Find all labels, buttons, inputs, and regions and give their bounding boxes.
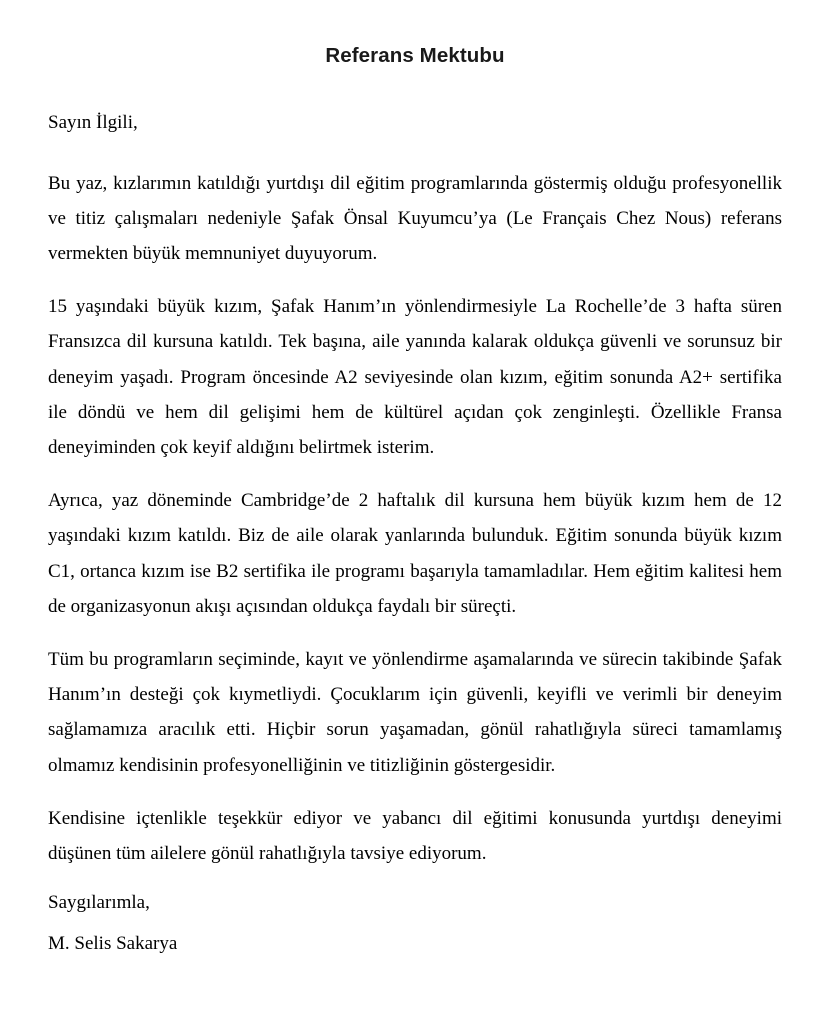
letter-body [48, 113, 782, 954]
paragraph-1: Bu yaz, kızlarımın katıldığı yurtdışı dil eğitim programlarında göstermiş olduğu profesyonellik ve titiz çalışmaları nedeniyle Şafak Önsal Kuyumcu’ya (Le Français Chez Nous) referans vermekten büyük memnuniyet duyuyorum. [48, 172, 782, 264]
page-title: Referans Mektubu [325, 44, 505, 67]
signature-name: M. Selis Sakarya [48, 933, 178, 955]
spacer-4 [48, 783, 782, 801]
spacer-after-salutation [48, 132, 782, 166]
spacer-2 [48, 465, 782, 483]
spacer-1 [48, 271, 782, 289]
paragraph-3: Ayrıca, yaz döneminde Cambridge’de 2 haftalık dil kursuna hem büyük kızım hem de 12 yaşındaki kızım katıldı. Biz de aile olarak yanlarında bulunduk. Eğitim sonunda büyük kızım C1, ortanca kızım ise B2 sertifika ile programı başarıyla tamamladılar. Hem eğitim kalitesi hem de organizasyonun akışı açısından oldukça faydalı bir süreçti. [48, 490, 782, 617]
paragraph-4: Tüm bu programların seçiminde, kayıt ve yönlendirme aşamalarında ve sürecin takibinde Şafak Hanım’ın desteği çok kıymetliydi. Çocuklarım için güvenli, keyifli ve verimli bir deneyim sağlamamıza aracılık etti. Hiçbir sorun yaşamadan, gönül rahatlığıyla süreci tamamlamış olmamız kendisinin profesyonelliğinin ve titizliğinin göstergesidir. [48, 648, 782, 776]
closing-line: Saygılarımla, [48, 892, 150, 914]
spacer-before-signature [48, 912, 782, 934]
paragraph-5: Kendisine içtenlikle teşekkür ediyor ve yabancı dil eğitimi konusunda yurtdışı deneyimi düşünen tüm ailelere gönül rahatlığıyla tavsiye ediyorum. [48, 807, 782, 864]
spacer-before-closing [48, 871, 782, 893]
paragraph-2: 15 yaşındaki büyük kızım, Şafak Hanım’ın yönlendirmesiyle La Rochelle’de 3 hafta süren Fransızca dil kursuna katıldı. Tek başına, aile yanında kalarak oldukça güvenli ve sorunsuz bir deneyim yaşadı. Program öncesinde A2 seviyesinde olan kızım, eğitim sonunda A2+ sertifika ile döndü ve hem dil gelişimi hem de kültürel açıdan çok zenginleşti. Özellikle Fransa deneyiminden çok keyif aldığını belirtmek isterim. [48, 296, 782, 458]
salutation: Sayın İlgili, [48, 111, 138, 133]
spacer-3 [48, 624, 782, 642]
